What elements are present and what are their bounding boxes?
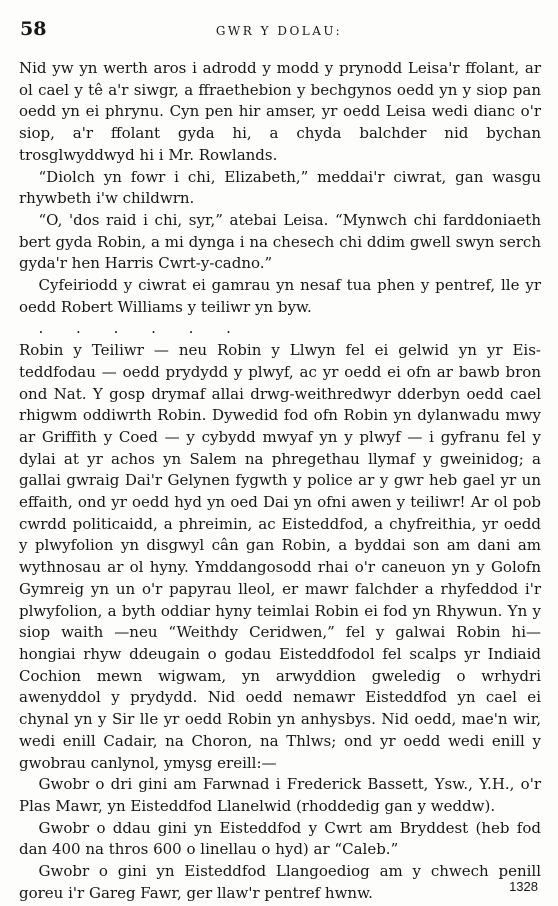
body-text bbox=[19, 58, 541, 904]
running-title: GWR Y DOLAU: bbox=[215, 24, 343, 38]
leaf-number: 1328 bbox=[509, 879, 538, 894]
paragraph: Gwobr o ddau gini yn Eisteddfod y Cwrt am Bryddest (heb fod dan 400 na thros 600 o linellau o hyd) ar “Caleb.” bbox=[19, 818, 541, 859]
paragraph: Gwobr o gini yn Eisteddfod Llangoediog am y chwech penill goreu i'r Gareg Fawr, ger llaw'r pentref hwnw. bbox=[19, 862, 541, 902]
paragraph: “Diolch yn fowr i chi, Elizabeth,” meddai'r ciwrat, gan wasgu rhywbeth i'w childwrn. bbox=[19, 167, 541, 208]
paragraph: “O, 'dos raid i chi, syr,” atebai Leisa. “Mynwch chi farddoniaeth bert gyda Robin, a mi dynga i na chesech chi ddim gwell swyn serch gyda'r hen Harris Cwrt-y-cadno.” bbox=[19, 210, 541, 273]
paragraph: Robin y Teiliwr — neu Robin y Llwyn fel ei gelwid yn yr Eisteddfodau — oedd prydydd y plwyf, ac yr oedd ei ofn ar bawb bron ond Nat. Y gosp drymaf allai drwg-weithredwyr dderbyn oedd cael rhigwm oddiwrth Robin. Dywedid fod ofn Robin yn dylanwadu mwy ar Griffith y Coed — y cybydd mwyaf yn y plwyf — i gyfranu fel y dylai at yr achos yn Salem na phregethau llymaf y gweinidog; a gallai gwraig Dai'r Gelynen fygwth y police ar y gwr heb gael yr un effaith, ond yr oedd hyd yn oed Dai yn ofni awen y teiliwr! Ar ol pob cwrdd politicaidd, a phreimin, ac Eisteddfod, a chyfreithia, yr oedd y plwyfolion yn disgwyl cân gan Robin, a byddai son am dani am wythnosau ar ol hyny. Ymddangosodd rhai o'r caneuon yn y Golofn Gymreig yn un o'r papyrau lleol, er mawr falchder a rhyfeddod i'r plwyfolion, a byth oddiar hyny teimlai Robin ei fod yn Rhywun. Yn y siop waith —neu “Weithdy Ceridwen,” fel y galwai Robin hi—hongiai rhyw ddeugain o godau Eisteddfodol fel scalps yr Indiaid Cochion mewn wigwam, yn arwyddion gweledig o wrhydri awenyddol y prydydd. Nid oedd nemawr Eisteddfod yn cael ei chynal yn y Sir lle yr oedd Robin yn anhysbys. Nid oedd, mae'n wir, wedi enill Cadair, na Choron, na Thlws; ond yr oedd wedi enill y gwobrau canlynol, ymysg ereill:— bbox=[19, 341, 541, 772]
section-break: . . . . . . bbox=[38, 319, 245, 338]
paragraph: Cyfeiriodd y ciwrat ei gamrau yn nesaf tua phen y pentref, lle yr oedd Robert Williams y teiliwr yn byw. bbox=[19, 276, 541, 316]
paragraph: Nid yw yn werth aros i adrodd y modd y prynodd Leisa'r ffolant, ar ol cael y tê a'r siwgr, a ffraethebion y bechgynos oedd yn y siop pan oedd yn ei phrynu. Cyn pen hir amser, yr oedd Leisa wedi dianc o'r siop, a'r ffolant gyda hi, a chyda balchder nid bychan trosglwyddwyd hi i Mr. Rowlands. bbox=[19, 59, 541, 164]
page-number: 58 bbox=[20, 18, 47, 40]
paragraph: Gwobr o dri gini am Farwnad i Frederick Bassett, Ysw., Y.H., o'r Plas Mawr, yn Eisteddfod Llanelwid (rhoddedig gan y weddw). bbox=[19, 775, 541, 815]
